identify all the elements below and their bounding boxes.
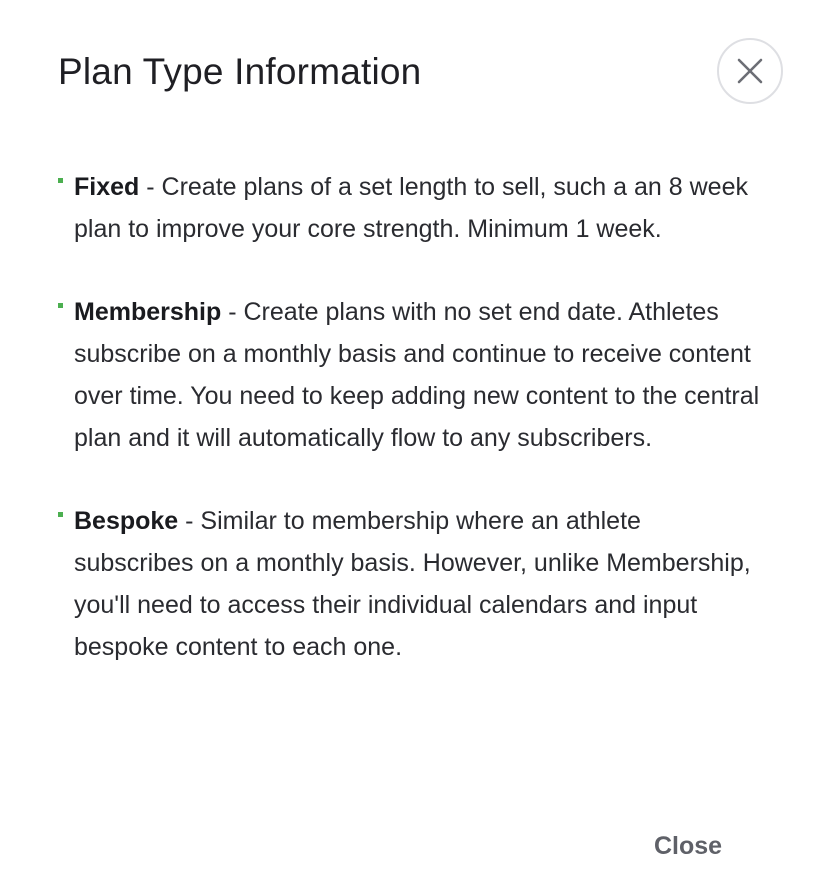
plan-type-description: - Create plans of a set length to sell, such a an 8 week plan to improve your core strength. Minimum 1 week. bbox=[74, 173, 748, 243]
close-button[interactable]: Close bbox=[654, 828, 722, 864]
plan-type-name: Bespoke bbox=[74, 507, 179, 535]
bullet-icon bbox=[58, 178, 63, 183]
plan-type-name: Fixed bbox=[74, 173, 140, 201]
bullet-icon bbox=[58, 512, 63, 517]
modal-title: Plan Type Information bbox=[58, 51, 422, 92]
plan-type-item-fixed bbox=[56, 166, 766, 250]
plan-type-name: Membership bbox=[74, 298, 222, 326]
plan-type-item-bespoke bbox=[56, 500, 766, 668]
plan-type-description: - Create plans with no set end date. Athletes subscribe on a monthly basis and continue to receive content over time. You need to keep adding new content to the central plan and it will automatically flow to any subscribers. bbox=[74, 298, 760, 452]
close-icon-button[interactable] bbox=[717, 38, 783, 104]
close-icon bbox=[737, 58, 763, 84]
bullet-icon bbox=[58, 303, 63, 308]
plan-type-description: - Similar to membership where an athlete subscribes on a monthly basis. However, unlike Membership, you'll need to access their individual calendars and input bespoke content to each one. bbox=[74, 507, 751, 661]
plan-type-item-membership bbox=[56, 291, 766, 459]
plan-type-list bbox=[56, 166, 766, 668]
